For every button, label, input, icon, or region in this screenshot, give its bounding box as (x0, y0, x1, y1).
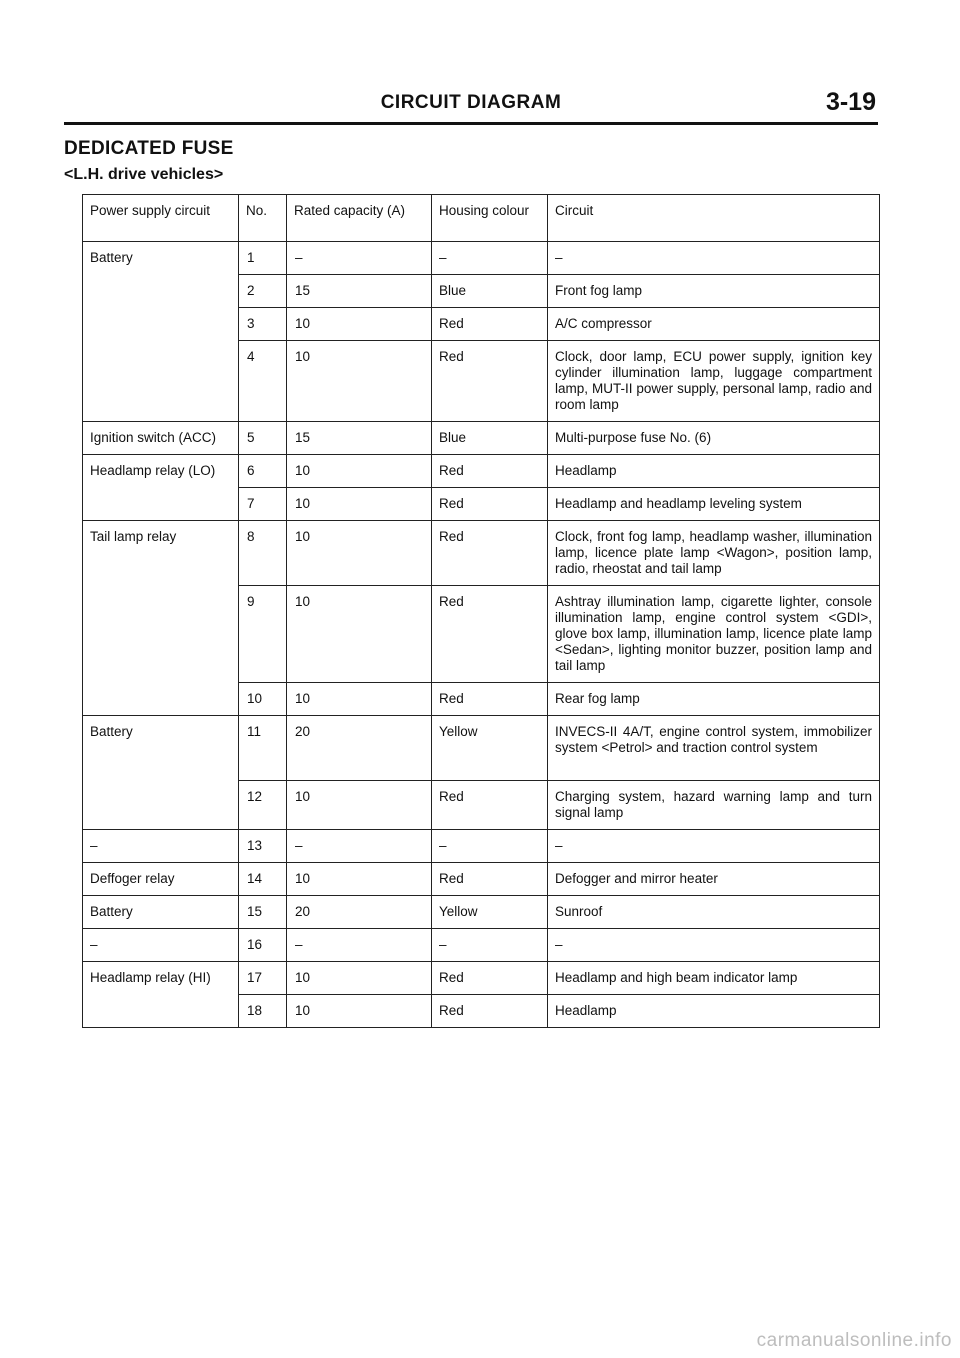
page-header (64, 86, 878, 125)
power-supply-cell: Battery (83, 716, 239, 830)
fuse-number-cell: 7 (239, 488, 287, 521)
fuse-number-cell: 13 (239, 830, 287, 863)
circuit-cell: Headlamp and high beam indicator lamp (548, 962, 880, 995)
circuit-cell: Front fog lamp (548, 275, 880, 308)
circuit-cell: Clock, door lamp, ECU power supply, ignition key cylinder illumination lamp, luggage compartment lamp, MUT-II power supply, personal lamp, radio and room lamp (548, 341, 880, 422)
circuit-cell: Ashtray illumination lamp, cigarette lighter, console illumination lamp, engine control system <GDI>, glove box lamp, illumination lamp, licence plate lamp <Sedan>, lighting monitor buzzer, position lamp and tail lamp (548, 586, 880, 683)
rated-capacity-cell: 10 (287, 683, 432, 716)
housing-colour-cell: Red (432, 308, 548, 341)
housing-colour-cell: Red (432, 683, 548, 716)
rated-capacity-cell: 20 (287, 896, 432, 929)
power-supply-cell: Battery (83, 896, 239, 929)
circuit-cell: – (548, 242, 880, 275)
table-row (83, 422, 880, 455)
housing-colour-cell: Red (432, 488, 548, 521)
rated-capacity-cell: 10 (287, 488, 432, 521)
table-row (83, 455, 880, 488)
power-supply-cell: Tail lamp relay (83, 521, 239, 716)
rated-capacity-cell: 10 (287, 586, 432, 683)
housing-colour-cell: – (432, 929, 548, 962)
housing-colour-cell: Red (432, 863, 548, 896)
housing-colour-cell: Yellow (432, 896, 548, 929)
circuit-cell: Multi-purpose fuse No. (6) (548, 422, 880, 455)
circuit-cell: – (548, 830, 880, 863)
table-row (83, 242, 880, 275)
power-supply-cell: Headlamp relay (LO) (83, 455, 239, 521)
circuit-cell: Headlamp (548, 455, 880, 488)
fuse-number-cell: 17 (239, 962, 287, 995)
fuse-number-cell: 5 (239, 422, 287, 455)
rated-capacity-cell: 10 (287, 521, 432, 586)
power-supply-cell: Headlamp relay (HI) (83, 962, 239, 1028)
housing-colour-cell: Red (432, 995, 548, 1028)
fuse-number-cell: 11 (239, 716, 287, 781)
rated-capacity-cell: 10 (287, 781, 432, 830)
housing-colour-cell: Red (432, 521, 548, 586)
header-power-supply: Power supply circuit (83, 195, 239, 242)
circuit-cell: Rear fog lamp (548, 683, 880, 716)
fuse-number-cell: 18 (239, 995, 287, 1028)
rated-capacity-cell: 10 (287, 455, 432, 488)
fuse-number-cell: 14 (239, 863, 287, 896)
circuit-cell: Headlamp (548, 995, 880, 1028)
rated-capacity-cell: 10 (287, 962, 432, 995)
housing-colour-cell: Red (432, 341, 548, 422)
housing-colour-cell: Red (432, 586, 548, 683)
power-supply-cell: – (83, 830, 239, 863)
section-subtitle: <L.H. drive vehicles> (64, 166, 224, 183)
housing-colour-cell: Red (432, 781, 548, 830)
table-row (83, 863, 880, 896)
rated-capacity-cell: 10 (287, 995, 432, 1028)
fuse-number-cell: 6 (239, 455, 287, 488)
table-row (83, 962, 880, 995)
header-rated-capacity: Rated capacity (A) (287, 195, 432, 242)
rated-capacity-cell: – (287, 242, 432, 275)
header-housing-colour: Housing colour (432, 195, 548, 242)
fuse-number-cell: 4 (239, 341, 287, 422)
table-row (83, 716, 880, 781)
page-title: CIRCUIT DIAGRAM (380, 92, 562, 113)
section-title: DEDICATED FUSE (64, 138, 234, 159)
rated-capacity-cell: – (287, 830, 432, 863)
housing-colour-cell: – (432, 830, 548, 863)
rated-capacity-cell: 20 (287, 716, 432, 781)
power-supply-cell: Battery (83, 242, 239, 422)
fuse-number-cell: 3 (239, 308, 287, 341)
fuse-table (82, 194, 880, 1028)
housing-colour-cell: Blue (432, 275, 548, 308)
header-circuit: Circuit (548, 195, 880, 242)
power-supply-cell: – (83, 929, 239, 962)
power-supply-cell: Ignition switch (ACC) (83, 422, 239, 455)
rated-capacity-cell: 10 (287, 863, 432, 896)
circuit-cell: Charging system, hazard warning lamp and turn signal lamp (548, 781, 880, 830)
table-row (83, 896, 880, 929)
rated-capacity-cell: 10 (287, 308, 432, 341)
fuse-number-cell: 12 (239, 781, 287, 830)
table-row (83, 830, 880, 863)
watermark: carmanualsonline.info (756, 1330, 952, 1351)
rated-capacity-cell: 15 (287, 422, 432, 455)
fuse-number-cell: 10 (239, 683, 287, 716)
circuit-cell: – (548, 929, 880, 962)
fuse-number-cell: 16 (239, 929, 287, 962)
header-no: No. (239, 195, 287, 242)
housing-colour-cell: Yellow (432, 716, 548, 781)
fuse-number-cell: 1 (239, 242, 287, 275)
table-row (83, 521, 880, 586)
circuit-cell: Clock, front fog lamp, headlamp washer, illumination lamp, licence plate lamp <Wagon>, position lamp, radio, rheostat and tail lamp (548, 521, 880, 586)
power-supply-cell: Deffoger relay (83, 863, 239, 896)
circuit-cell: Sunroof (548, 896, 880, 929)
circuit-cell: INVECS-II 4A/T, engine control system, immobilizer system <Petrol> and traction control system (548, 716, 880, 781)
housing-colour-cell: Red (432, 962, 548, 995)
table-header-row (83, 195, 880, 242)
circuit-cell: Headlamp and headlamp leveling system (548, 488, 880, 521)
housing-colour-cell: Blue (432, 422, 548, 455)
fuse-number-cell: 9 (239, 586, 287, 683)
rated-capacity-cell: – (287, 929, 432, 962)
circuit-cell: Defogger and mirror heater (548, 863, 880, 896)
rated-capacity-cell: 15 (287, 275, 432, 308)
circuit-cell: A/C compressor (548, 308, 880, 341)
housing-colour-cell: Red (432, 455, 548, 488)
page-number: 3-19 (825, 88, 876, 116)
fuse-number-cell: 15 (239, 896, 287, 929)
fuse-number-cell: 8 (239, 521, 287, 586)
table-row (83, 929, 880, 962)
fuse-number-cell: 2 (239, 275, 287, 308)
housing-colour-cell: – (432, 242, 548, 275)
rated-capacity-cell: 10 (287, 341, 432, 422)
